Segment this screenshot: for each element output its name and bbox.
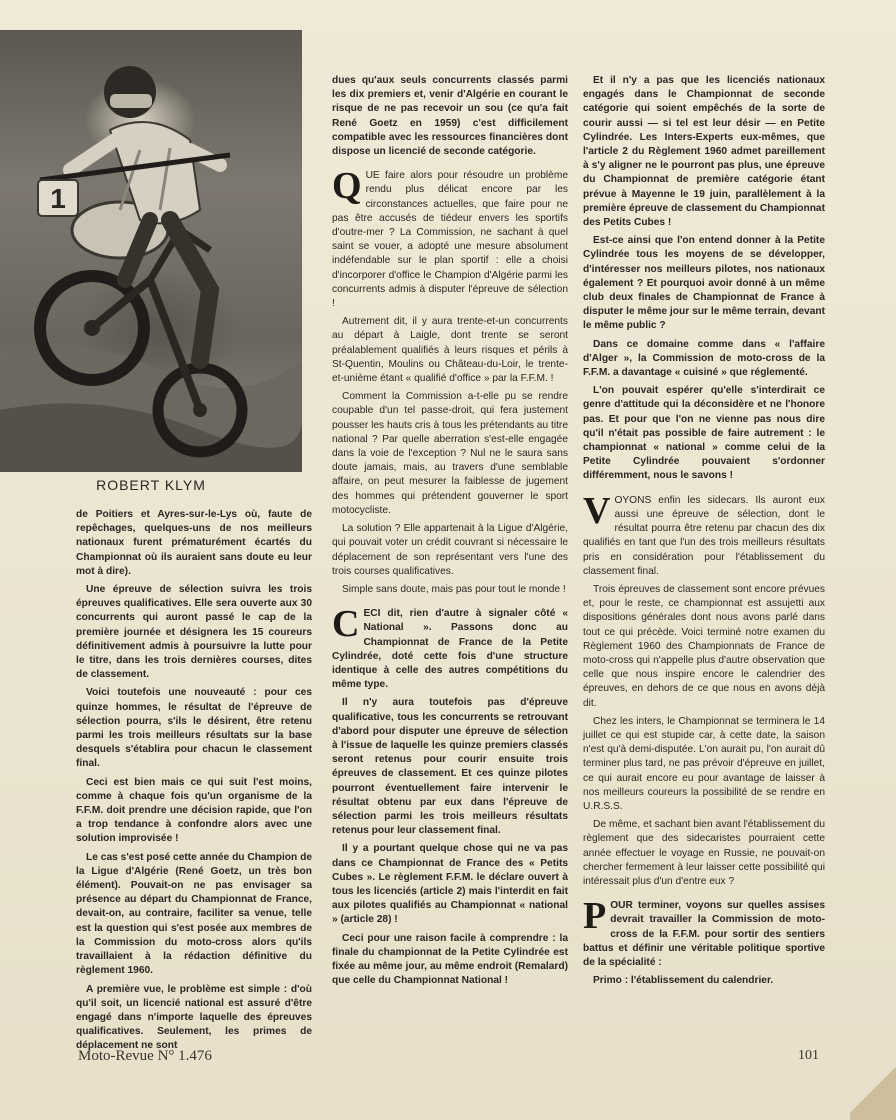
paragraph-text: Ceci est bien mais ce qui suit l'est moins, comme à chaque fois qu'un organisme de la F.F.M. doit prendre une décision rapide, que l'on a trop tendance à confondre alors avec une solution improvisée !: [76, 776, 312, 845]
paragraph-text: de Poitiers et Ayres-sur-le-Lys où, faute de repêchages, quelques-uns de nos meilleurs nationaux furent prématurément écartés du Championnat où ils auraient sans doute eu leur mot à dire).: [76, 509, 312, 577]
paragraph-text: Chez les inters, le Championnat se terminera le 14 juillet ce qui est stupide car, à cette date, la saison n'est qu'à demi-disputée. L'on aurait pu, l'on aurait dû terminer plus tard, ne pas prévoir d'épreuve en juillet, ce qui aurait encore eu pour avantage de laisser à nos meilleurs coureurs la possibilité de se rendre en U.R.S.S.: [583, 715, 825, 812]
paragraph-text: Dans ce domaine comme dans « l'affaire d'Alger », la Commission de moto-cross de la F.F.M. a davantage « cuisiné » que réglementé.: [583, 338, 825, 379]
paragraph: [332, 583, 568, 597]
rider-photo: [0, 30, 302, 472]
paragraph-text: Primo : l'établissement du calendrier.: [593, 975, 774, 987]
page-number: 101: [798, 1048, 819, 1063]
paragraph-text: Est-ce ainsi que l'on entend donner à la Petite Cylindrée tous les moyens de se développer, d'intéresser nos meilleurs pilotes, nos nationaux également ? Et pourquoi avoir donné à un même club deux finales de Championnat de France à disputer le même jour sur le même terrain, devant le même public ?: [583, 235, 825, 332]
paragraph: [332, 315, 568, 386]
drop-cap: P: [583, 895, 607, 938]
paragraph-text: Comment la Commission a-t-elle pu se rendre coupable d'un tel passe-droit, qui fera justement pousser les hauts cris à tous les prétendants au titre national ? Par quelle aberration s'est-elle engagée dans la voie de l'exception ? Nul ne le saura sans doute jamais, mais, au travers d'une semblable affaire, on peut mesurer la faiblesse de jugement des hommes qui prétendent gouverner le sport motocycliste.: [332, 391, 568, 516]
paragraph: [76, 583, 312, 682]
paragraph: [76, 983, 312, 1054]
paragraph-text: De même, et sachant bien avant l'établissement du règlement que des sidecaristes pourraient cette année effectuer le voyage en Russie, ne pouvait-on chercher fermement à leur laisser cette possibilité qui intéressait plus d'un d'entre eux ?: [583, 819, 825, 887]
text-column-2: [332, 74, 568, 992]
paragraph: [583, 715, 825, 814]
paragraph: [332, 165, 568, 311]
paragraph: [583, 234, 825, 333]
paragraph-text: dues qu'aux seuls concurrents classés parmi les dix premiers et, venir d'Algérie en courant le risque de ne pas recevoir un sou (ce qu'a fait René Goetz en 1959) c'est difficilement compatible avec les ressources financières dont dispose un licencié de seconde catégorie.: [332, 75, 568, 158]
paragraph: [76, 686, 312, 771]
paragraph: [583, 583, 825, 711]
paragraph-text: La solution ? Elle appartenait à la Ligue d'Algérie, qui pouvait voter un crédit couvrant si nécessaire le déplacement de son représentant vers l'une des trois courses qualificatives.: [332, 523, 568, 577]
paragraph: [583, 895, 825, 970]
drop-cap: V: [583, 489, 611, 532]
paragraph: [583, 74, 825, 230]
paragraph-text: Il n'y aura toutefois pas d'épreuve qualificative, tous les concurrents se retrouvant d'abord pour disputer une épreuve de sélection à l'issue de laquelle les quinze premiers classés seront retenus pour courir ensuite trois épreuves de classement. Et ces quinze pilotes pourront éventuellement faire intervenir le résultat obtenu par eux dans l'épreuve de sélection parmi les trois meilleurs résultats retenus pour leur classement final.: [332, 697, 568, 837]
paragraph-text: UE faire alors pour résoudre un problème rendu plus délicat encore par les circonstances actuelles, que faire pour ne pas être accusés de tiédeur envers les sportifs d'outre-mer ? La Commission, ne sachant à quel saint se vouer, a adopté une mesure absolument indéfendable sur le plan sportif : elle a choisi d'incorporer d'office le Champion d'Algérie parmi les concurrents admis à disputer l'épreuve de sélection !: [332, 170, 568, 310]
paragraph: [332, 603, 568, 692]
paragraph-text: OYONS enfin les sidecars. Ils auront eux aussi une épreuve de sélection, dont le résultat pourra être retenu par chacun des dix qualifiés en tant que l'un des trois meilleurs résultats pris en considération pour l'établissement du classement final.: [583, 494, 825, 577]
text-column-1: [76, 508, 312, 1058]
paragraph: [332, 522, 568, 579]
paragraph: [583, 384, 825, 483]
paragraph: [332, 932, 568, 989]
paragraph: [332, 842, 568, 927]
paragraph-text: OUR terminer, voyons sur quelles assises devrait travailler la Commission de moto-cross de la F.F.M. pour sortir des sentiers battus et définir une véritable politique sportive de la spécialité :: [583, 900, 825, 968]
paragraph: [332, 696, 568, 838]
paragraph-text: Simple sans doute, mais pas pour tout le monde !: [342, 583, 566, 595]
paragraph: [583, 818, 825, 889]
paragraph-text: Une épreuve de sélection suivra les trois épreuves qualificatives. Elle sera ouverte aux 30 concurrents qui auront passé le cap de la première journée et désignera les 15 coureurs définitivement admis à poursuivre la lutte pour le titre, dans les trois dernières courses, dites de classement.: [76, 584, 312, 681]
paragraph-text: Trois épreuves de classement sont encore prévues et, pour le reste, ce championnat est assujetti aux dispositions générales dont nous avons parlé dans tout ce qui précède. Voici terminé notre examen du Règlement 1960 des Championnats de France de moto-cross qui n'appelle plus d'autre observation que celle que nous inspire encore le calendrier des épreuves, en dehors de ce que nous en avons déjà dit.: [583, 583, 825, 709]
motocross-rider-image: [0, 30, 302, 472]
page-corner-fold: [850, 1060, 896, 1120]
paragraph: [583, 974, 825, 988]
paragraph: [583, 338, 825, 381]
magazine-issue: Moto-Revue N° 1.476: [78, 1048, 212, 1064]
photo-caption: ROBERT KLYM: [96, 477, 206, 493]
paragraph-text: Il y a pourtant quelque chose qui ne va pas dans ce Championnat de France des « Petits Cubes ». Le règlement F.F.M. le déclare ouvert à tous les licenciés (article 2) mais l'interdit en fait aux pilotes qualifiés au Championnat « national » (article 28) !: [332, 843, 568, 926]
paragraph: [76, 851, 312, 979]
paragraph-text: Autrement dit, il y aura trente-et-un concurrents au départ à Laigle, dont trente se seront préalablement qualifiés à leurs risques et périls à St-Quentin, Moulins ou Château-du-Loir, le trente-et-unième étant « qualifié d'office » par la F.F.M. !: [332, 316, 568, 385]
paragraph-text: ECI dit, rien d'autre à signaler côté « National ». Passons donc au Championnat de France de la Petite Cylindrée, doté cette fois d'une structure identique à celle des autres compétitions du même type.: [332, 608, 568, 691]
paragraph-text: Et il n'y a pas que les licenciés nationaux engagés dans le Championnat de seconde catégorie qui soient empêchés de la sorte de courir aussi — si tel est leur désir — en Petite Cylindrée. Les Inters-Experts eux-mêmes, que l'article 2 du Règlement 1960 admet pareillement à s'y aligner ne le pourront pas plus, une épreuve du Championnat de première catégorie étant prévue à Mayenne le 19 juin, parallèlement à la première épreuve de classement du Championnat des Petits Cubes !: [583, 75, 825, 229]
paragraph: [332, 390, 568, 518]
paragraph: [76, 776, 312, 847]
paragraph: [76, 508, 312, 579]
paragraph: [332, 74, 568, 159]
drop-cap: C: [332, 603, 360, 646]
rider-number: 1: [50, 183, 66, 214]
drop-cap: Q: [332, 165, 362, 208]
paragraph: [583, 489, 825, 579]
paragraph-text: Le cas s'est posé cette année du Champion de la Ligue d'Algérie (René Goetz, un très bon élément). Pouvait-on ne pas envisager sa présence au départ du Championnat de France, devait-on, au contraire, faciliter sa venue, telle est la question qui s'est posée aux membres de la Commission du moto-cross alors qu'ils travaillaient à la rédaction définitive du règlement 1960.: [76, 851, 312, 977]
paragraph-text: A première vue, le problème est simple : d'où qu'il soit, un licencié national est assuré d'être engagé dans n'importe laquelle des épreuves qualificatives. Seulement, les primes de déplacement ne sont: [76, 983, 312, 1052]
paragraph-text: Voici toutefois une nouveauté : pour ces quinze hommes, le résultat de l'épreuve de sélection pourra, s'ils le désirent, être retenu parmi les trois meilleurs résultats sur la base desquels s'établira pour chacun le classement final.: [76, 687, 312, 770]
text-column-3: [583, 74, 825, 992]
paragraph-text: L'on pouvait espérer qu'elle s'interdirait ce genre d'attitude qui la déconsidère et ne l'honore pas. Et pour que l'on ne vienne pas nous dire qu'il n'était pas possible de faire autrement : le championnat « national » comme celui de la Petite Cylindrée pouvaient s'ordonner différemment, nous le savons !: [583, 385, 825, 482]
paragraph-text: Ceci pour une raison facile à comprendre : la finale du championnat de la Petite Cylindrée est fixée au même jour, au même endroit (Remalard) que celle du Championnat National !: [332, 932, 568, 987]
